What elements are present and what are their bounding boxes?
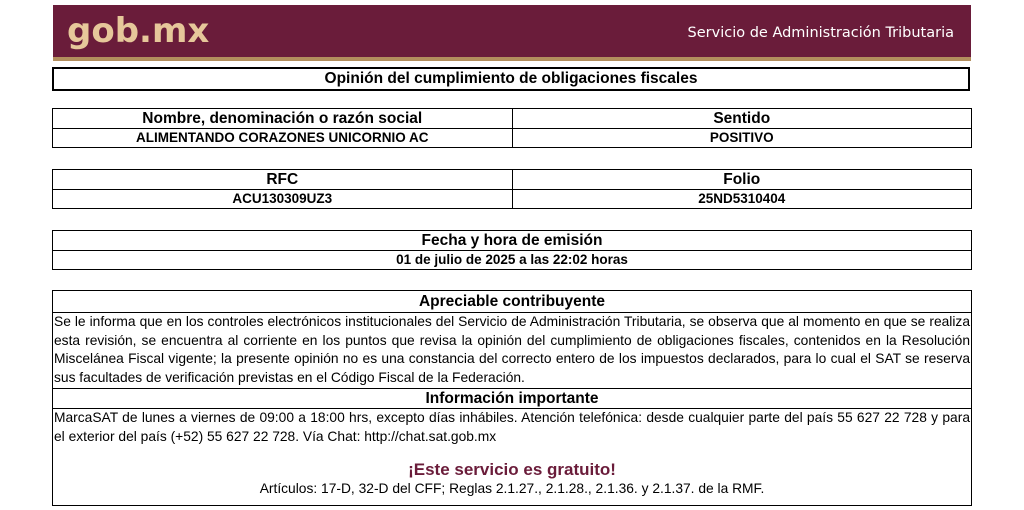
sentido-value: POSITIVO xyxy=(512,129,972,148)
agency-name: Servicio de Administración Tributaria xyxy=(687,25,954,41)
info-text: MarcaSAT de lunes a viernes de 09:00 a 18:00 hrs, excepto días inhábiles. Atención telefónica: desde cualquier parte del país 55 627 22 728 y para el exterior del país (+52) 55 627 22 728. Vía Chat: http://chat.sat.gob.mx xyxy=(54,410,970,444)
sentido-label: Sentido xyxy=(512,109,972,129)
rfc-label: RFC xyxy=(53,170,513,190)
info-heading: Información importante xyxy=(53,388,971,409)
rfc-value: ACU130309UZ3 xyxy=(53,190,513,209)
folio-value: 25ND5310404 xyxy=(512,190,972,209)
notice-section xyxy=(52,290,972,506)
legal-articles: Artículos: 17-D, 32-D del CFF; Reglas 2.1.27., 2.1.28., 2.1.36. y 2.1.37. de la RMF. xyxy=(259,481,765,496)
name-value: ALIMENTANDO CORAZONES UNICORNIO AC xyxy=(53,129,513,148)
fecha-value: 01 de julio de 2025 a las 22:02 horas xyxy=(53,251,972,270)
free-service-notice: ¡Este servicio es gratuito! xyxy=(408,460,616,479)
rfc-folio-table xyxy=(52,169,972,209)
document-title: Opinión del cumplimiento de obligaciones fiscales xyxy=(52,67,970,91)
fecha-label: Fecha y hora de emisión xyxy=(53,231,972,251)
header-banner xyxy=(53,5,971,61)
name-sentido-table xyxy=(52,108,972,148)
fecha-table xyxy=(52,230,972,270)
name-label: Nombre, denominación o razón social xyxy=(53,109,513,129)
gobmx-logo: gob.mx xyxy=(67,11,210,51)
notice-text: Se le informa que en los controles electrónicos institucionales del Servicio de Administración Tributaria, se observa que al momento en que se realiza esta revisión, se encuentra al corriente en los puntos que revisa la opinión del cumplimiento de obligaciones fiscales, contenidos en la Resolución Miscelánea Fiscal vigente; la presente opinión no es una constancia del correcto entero de los impuestos declarados, para lo cual el SAT se reserva sus facultades de verificación previstas en el Código Fiscal de la Federación. xyxy=(54,314,970,385)
folio-label: Folio xyxy=(512,170,972,190)
notice-heading: Apreciable contribuyente xyxy=(53,291,971,313)
